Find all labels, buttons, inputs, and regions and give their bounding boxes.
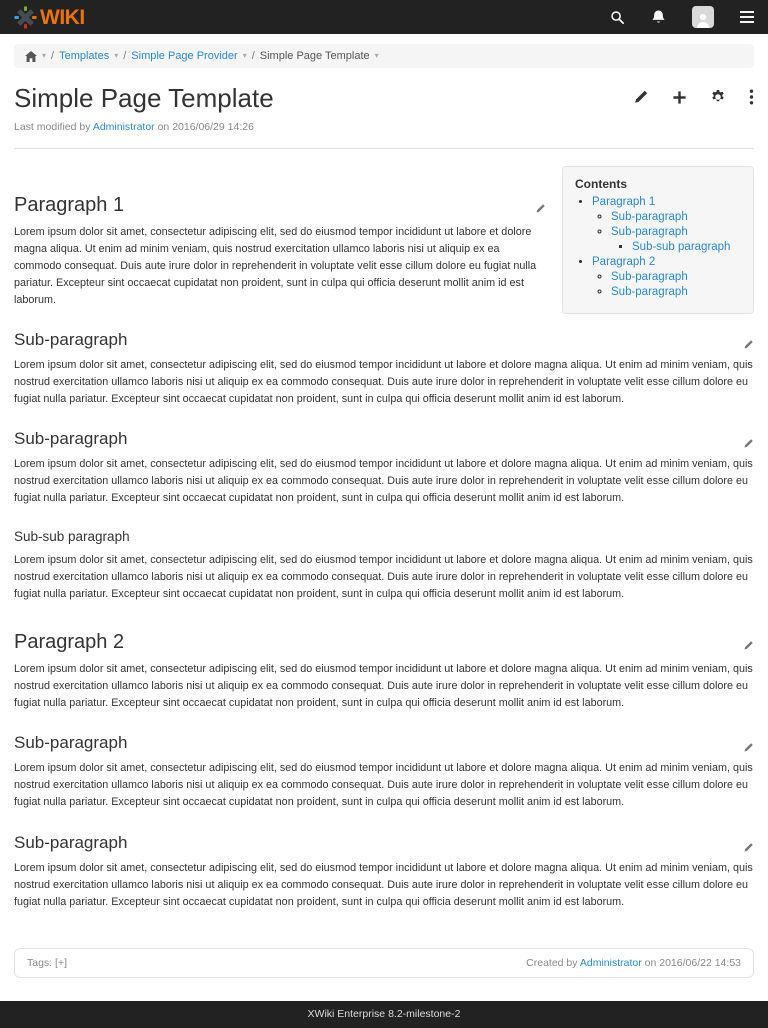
xwiki-logo[interactable] <box>14 6 85 29</box>
home-icon[interactable] <box>25 51 37 62</box>
version-text: XWiki Enterprise 8.2-milestone-2 <box>307 1007 461 1020</box>
breadcrumb-separator: / <box>51 50 55 62</box>
breadcrumb-link-templates[interactable]: Templates <box>59 50 110 62</box>
section-body: Lorem ipsum dolor sit amet, consectetur adipiscing elit, sed do eiusmod tempor incididunt ut labore et dolore magna aliqua. Ut enim ad minim veniam, quis nostrud exercitation ullamco laboris nisi ut aliquip ex ea commodo consequat. Duis aute irure dolor in reprehenderit in voluptate velit esse cillum dolore eu fugiat nulla pariatur. Excepteur sint occaecat cupidatat non proident, sunt in culpa qui officia deserunt mollit anim id est laborum. <box>14 762 753 809</box>
chevron-down-icon[interactable]: ▾ <box>42 51 47 60</box>
breadcrumb-separator: / <box>123 50 127 62</box>
page-actions <box>633 84 754 105</box>
contents-panel <box>562 166 754 314</box>
avatar <box>692 6 714 28</box>
navbar-actions <box>610 6 754 28</box>
edit-section-icon[interactable] <box>743 436 754 454</box>
created-prefix: Created by <box>526 956 578 969</box>
toc-link-paragraph-1[interactable]: Paragraph 1 <box>592 195 656 208</box>
gear-icon[interactable] <box>710 89 726 105</box>
section-body: Lorem ipsum dolor sit amet, consectetur adipiscing elit, sed do eiusmod tempor incididunt ut labore et dolore magna aliqua. Ut enim ad minim veniam, quis nostrud exercitation ullamco laboris nisi ut aliquip ex ea commodo consequat. Duis aute irure dolor in reprehenderit in voluptate velit esse cillum dolore eu fugiat nulla pariatur. Excepteur sint occaecat cupidatat non proident, sunt in culpa qui officia deserunt mollit anim id est laborum. <box>14 457 753 505</box>
created-user-link[interactable]: Administrator <box>579 956 642 969</box>
list-item <box>611 286 741 298</box>
section-sub-paragraph-1 <box>14 330 754 408</box>
toc-link-paragraph-2[interactable]: Paragraph 2 <box>592 255 656 268</box>
list-item <box>611 211 741 223</box>
created-suffix: on 2016/06/22 14:53 <box>644 956 741 969</box>
section-sub-sub-paragraph <box>14 529 754 603</box>
breadcrumb-current-page: Simple Page Template <box>259 50 370 62</box>
section-heading: Sub-sub paragraph <box>14 529 130 545</box>
more-actions-kebab-icon[interactable] <box>749 89 754 105</box>
list-item <box>632 241 741 253</box>
toc-link-sub-paragraph-1[interactable]: Sub-paragraph <box>611 210 688 223</box>
top-navbar <box>0 0 768 34</box>
section-sub-paragraph-3 <box>14 733 754 811</box>
hamburger-menu-icon[interactable] <box>740 11 754 23</box>
contents-title: Contents <box>575 176 627 191</box>
bell-icon[interactable] <box>651 9 666 25</box>
list-item <box>611 226 741 253</box>
section-paragraph-2 <box>14 631 754 712</box>
version-footer-bar <box>0 1001 768 1028</box>
chevron-down-icon[interactable]: ▾ <box>114 51 119 60</box>
last-modified-info <box>0 121 768 133</box>
list-item <box>592 256 741 298</box>
section-sub-paragraph-4 <box>14 833 754 911</box>
list-item <box>592 196 741 253</box>
section-heading: Paragraph 1 <box>14 193 125 216</box>
edit-section-icon[interactable] <box>743 840 754 858</box>
created-info <box>526 957 741 969</box>
modified-suffix: on 2016/06/29 14:26 <box>157 120 254 133</box>
edit-section-icon[interactable] <box>743 740 754 758</box>
section-heading: Sub-paragraph <box>14 428 128 448</box>
page-title: Simple Page Template <box>14 83 274 113</box>
tags-area <box>27 957 67 969</box>
toc-link-sub-paragraph-4[interactable]: Sub-paragraph <box>611 285 688 298</box>
section-body: Lorem ipsum dolor sit amet, consectetur adipiscing elit, sed do eiusmod tempor incididunt ut labore et dolore magna aliqua. Ut enim ad minim veniam, quis nostrud exercitation ullamco laboris nisi ut aliquip ex ea commodo consequat. Duis aute irure dolor in reprehenderit in voluptate velit esse cillum dolore eu fugiat nulla pariatur. Excepteur sint occaecat cupidatat non proident, sunt in culpa qui officia deserunt mollit anim id est laborum. <box>14 358 753 405</box>
edit-section-icon[interactable] <box>743 638 754 656</box>
tags-label: Tags: <box>27 956 53 969</box>
section-body: Lorem ipsum dolor sit amet, consectetur adipiscing elit, sed do eiusmod tempor incididunt ut labore et dolore magna aliqua. Ut enim ad minim veniam, quis nostrud exercitation ullamco laboris nisi ut aliquip ex ea commodo consequat. Duis aute irure dolor in reprehenderit in voluptate velit esse cillum dolore eu fugiat nulla pariatur. Excepteur sint occaecat cupidatat non proident, sunt in culpa qui officia deserunt mollit anim id est laborum. <box>14 554 753 601</box>
xwiki-logo-text: WIKI <box>40 5 85 29</box>
contents-list <box>575 196 741 298</box>
toc-link-sub-sub-paragraph[interactable]: Sub-sub paragraph <box>632 240 731 253</box>
section-heading: Sub-paragraph <box>14 329 128 349</box>
section-body: Lorem ipsum dolor sit amet, consectetur adipiscing elit, sed do eiusmod tempor incididunt ut labore et dolore magna aliqua. Ut enim ad minim veniam, quis nostrud exercitation ullamco laboris nisi ut aliquip ex ea commodo consequat. Duis aute irure dolor in reprehenderit in voluptate velit esse cillum dolore eu fugiat nulla pariatur. Excepteur sint occaecat cupidatat non proident, sunt in culpa qui officia deserunt mollit anim id est laborum. <box>14 663 753 710</box>
breadcrumb <box>14 44 754 68</box>
edit-section-icon[interactable] <box>535 201 546 219</box>
section-body: Lorem ipsum dolor sit amet, consectetur adipiscing elit, sed do eiusmod tempor incididunt ut labore et dolore magna aliqua. Ut enim ad minim veniam, quis nostrud exercitation ullamco laboris nisi ut aliquip ex ea commodo consequat. Duis aute irure dolor in reprehenderit in voluptate velit esse cillum dolore eu fugiat nulla pariatur. Excepteur sint occaecat cupidatat non proident, sunt in culpa qui officia deserunt mollit anim id est laborum. <box>14 225 537 306</box>
user-avatar[interactable] <box>692 6 714 28</box>
toc-link-sub-paragraph-2[interactable]: Sub-paragraph <box>611 225 688 238</box>
add-tag-button[interactable]: [+] <box>55 956 67 969</box>
chevron-down-icon[interactable]: ▾ <box>242 51 247 60</box>
page-header <box>0 84 768 113</box>
xwiki-x-logo-icon <box>14 6 37 29</box>
document-footer <box>14 948 754 978</box>
edit-section-icon[interactable] <box>743 337 754 355</box>
breadcrumb-separator: / <box>251 50 255 62</box>
toc-link-sub-paragraph-3[interactable]: Sub-paragraph <box>611 270 688 283</box>
breadcrumb-link-simple-page-provider[interactable]: Simple Page Provider <box>131 50 238 62</box>
section-heading: Paragraph 2 <box>14 631 125 654</box>
modified-user-link[interactable]: Administrator <box>92 120 155 133</box>
document-content <box>0 149 768 921</box>
section-heading: Sub-paragraph <box>14 832 128 852</box>
chevron-down-icon[interactable]: ▾ <box>374 51 379 60</box>
section-heading: Sub-paragraph <box>14 733 128 753</box>
modified-prefix: Last modified by <box>14 120 91 133</box>
list-item <box>611 271 741 283</box>
create-button[interactable] <box>672 90 687 105</box>
section-sub-paragraph-2 <box>14 429 754 507</box>
edit-button[interactable] <box>633 89 649 105</box>
section-body: Lorem ipsum dolor sit amet, consectetur adipiscing elit, sed do eiusmod tempor incididunt ut labore et dolore magna aliqua. Ut enim ad minim veniam, quis nostrud exercitation ullamco laboris nisi ut aliquip ex ea commodo consequat. Duis aute irure dolor in reprehenderit in voluptate velit esse cillum dolore eu fugiat nulla pariatur. Excepteur sint occaecat cupidatat non proident, sunt in culpa qui officia deserunt mollit anim id est laborum. <box>14 861 753 908</box>
search-icon[interactable] <box>610 10 625 25</box>
